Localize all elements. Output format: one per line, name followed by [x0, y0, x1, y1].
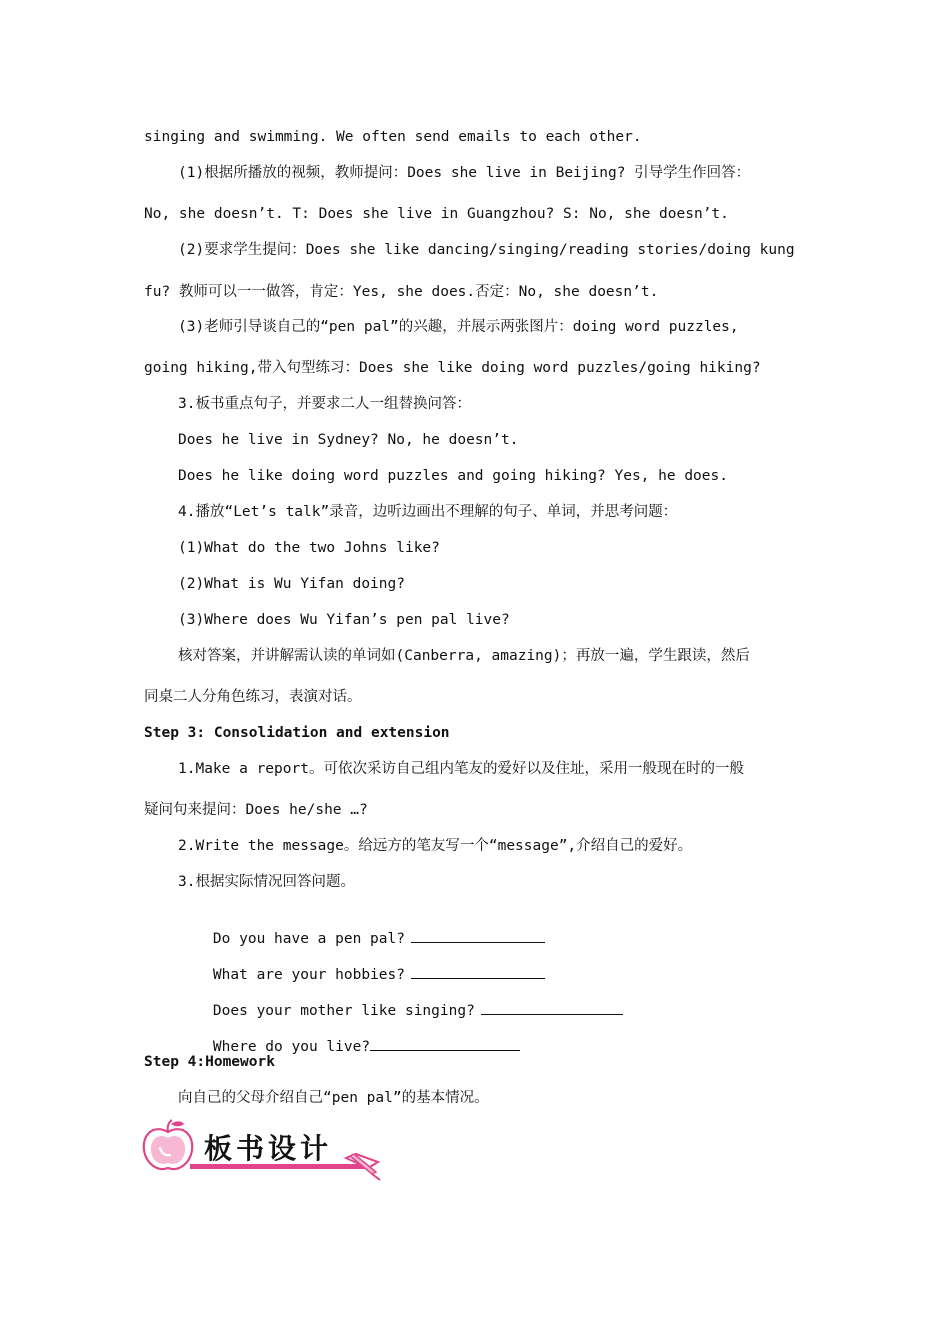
question-text: What are your hobbies? — [212, 967, 405, 983]
text-line: 2.Write the message。给远方的笔友写一个“message”,介绍自己的爱好。 — [178, 838, 693, 854]
text-line: 向自己的父母介绍自己“pen pal”的基本情况。 — [178, 1090, 489, 1106]
answer-blank[interactable] — [370, 1036, 520, 1051]
text-line: 3.根据实际情况回答问题。 — [178, 874, 355, 890]
question-text: Do you have a pen pal? — [212, 931, 405, 947]
text-line: going hiking,带入句型练习：Does she like doing word puzzles/going hiking? — [144, 360, 761, 376]
text-line: (2)What is Wu Yifan doing? — [178, 576, 405, 592]
text-line: 同桌二人分角色练习，表演对话。 — [144, 689, 362, 705]
answer-blank[interactable] — [411, 928, 545, 943]
text-line: Does he live in Sydney? No, he doesn’t. — [178, 432, 519, 448]
text-line: (1)根据所播放的视频，教师提问：Does she live in Beijing? 引导学生作回答： — [178, 165, 751, 181]
text-line: No, she doesn’t. T: Does she live in Guangzhou? S: No, she doesn’t. — [144, 206, 729, 222]
text-line: 3.板书重点句子，并要求二人一组替换问答： — [178, 396, 471, 412]
text-line: (1)What do the two Johns like? — [178, 540, 440, 556]
answer-blank[interactable] — [481, 1000, 623, 1015]
question-text: Does your mother like singing? — [212, 1003, 475, 1019]
text-line: (2)要求学生提问：Does she like dancing/singing/reading stories/doing kung — [178, 242, 795, 258]
text-line: Does he like doing word puzzles and going hiking? Yes, he does. — [178, 468, 728, 484]
text-line: 4.播放“Let’s talk”录音，边听边画出不理解的句子、单词，并思考问题： — [178, 504, 678, 520]
text-line: (3)老师引导谈自己的“pen pal”的兴趣，并展示两张图片：doing word puzzles, — [178, 319, 739, 335]
board-design-banner — [140, 1118, 385, 1184]
text-line: 疑问句来提问：Does he/she …? — [144, 802, 368, 818]
text-line: (3)Where does Wu Yifan’s pen pal live? — [178, 612, 510, 628]
text-line: fu? 教师可以一一做答，肯定：Yes, she does.否定：No, she doesn’t. — [144, 284, 659, 300]
section-heading: Step 3: Consolidation and extension — [144, 725, 450, 741]
question-text: Where do you live? — [212, 1039, 371, 1055]
text-line: 1.Make a report。可依次采访自己组内笔友的爱好以及住址，采用一般现在时的一般 — [178, 761, 744, 777]
section-heading: Step 4:Homework — [144, 1054, 275, 1070]
banner-title: 板书设计 — [204, 1132, 333, 1165]
text-line: singing and swimming. We often send emails to each other. — [144, 129, 642, 145]
answer-blank[interactable] — [411, 964, 545, 979]
text-line: 核对答案，并讲解需认读的单词如(Canberra, amazing)；再放一遍，学生跟读，然后 — [178, 648, 750, 664]
